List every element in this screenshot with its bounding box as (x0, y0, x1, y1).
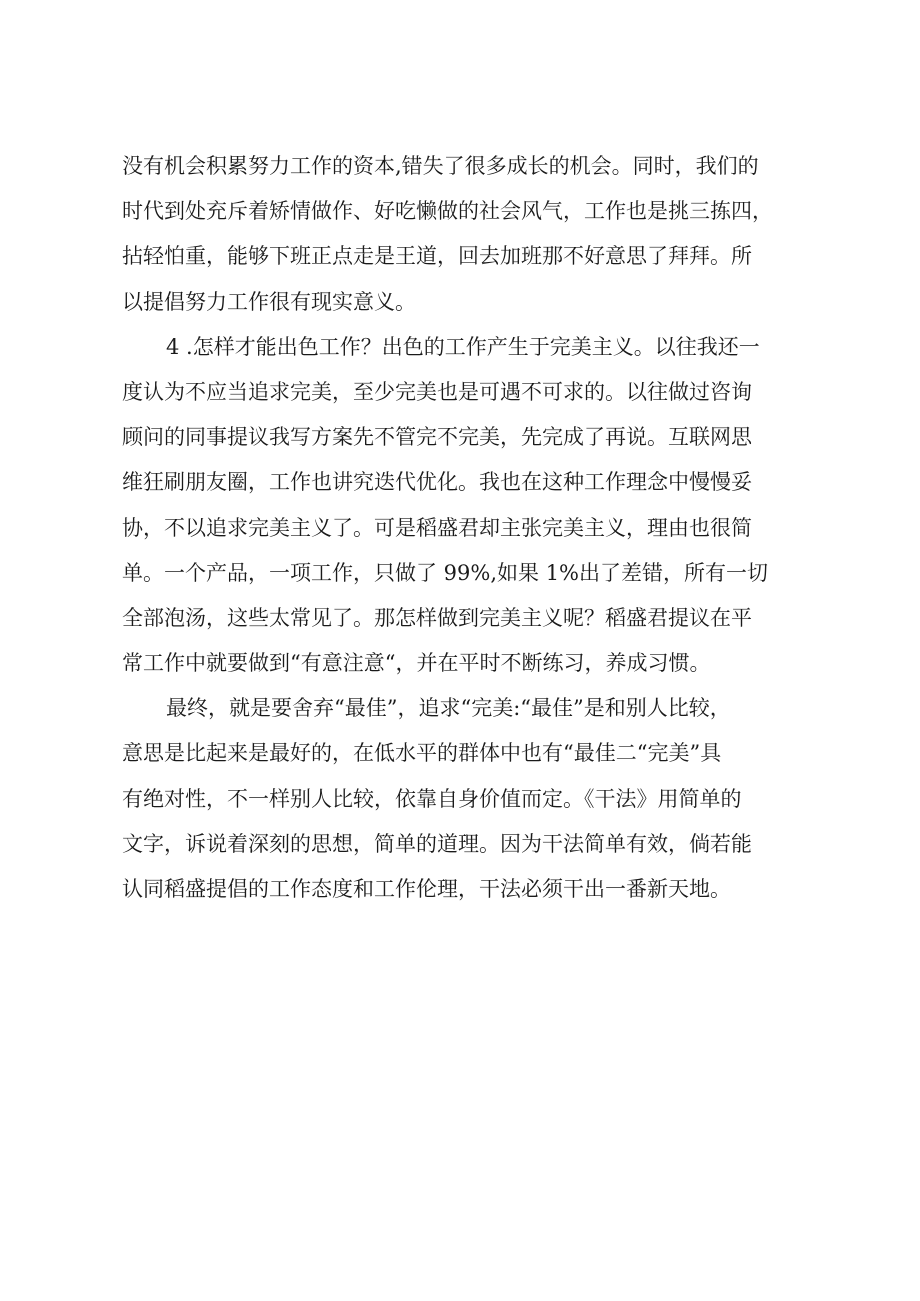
document-body (122, 144, 822, 912)
paragraph-line: 顾问的同事提议我写方案先不管完不完美，先完成了再说。互联网思 (122, 425, 752, 450)
paragraph-line: 度认为不应当追求完美，至少完美也是可遇不可求的。以往做过咨询 (122, 379, 752, 404)
paragraph-line: 拈轻怕重，能够下班正点走是王道，回去加班那不好意思了拜拜。所 (122, 244, 752, 269)
paragraph-line: 4 .怎样才能出色工作？出色的工作产生于完美主义。以往我还一 (166, 334, 760, 359)
paragraph-line: 意思是比起来是最好的，在低水平的群体中也有“最佳二“完美”具 (122, 741, 722, 766)
paragraph-line: 最终，就是要舍弃“最佳”，追求“完美:“最佳”是和别人比较， (166, 696, 731, 721)
paragraph-3 (122, 686, 822, 912)
paragraph-line: 认同稻盛提倡的工作态度和工作伦理，干法必须干出一番新天地。 (122, 877, 731, 901)
paragraph-line: 以提倡努力工作很有现实意义。 (122, 289, 416, 314)
paragraph-line: 有绝对性，不一样别人比较，依靠自身价值而定。《干法》用简单的 (122, 786, 742, 811)
paragraph-line: 文字，诉说着深刻的思想，简单的道理。因为干法简单有效，倘若能 (122, 831, 752, 856)
paragraph-line: 协，不以追求完美主义了。可是稻盛君却主张完美主义，理由也很简 (122, 515, 752, 540)
paragraph-line: 常工作中就要做到“有意注意“，并在平时不断练习，养成习惯。 (122, 651, 711, 676)
paragraph-line: 单。一个产品，一项工作，只做了 99%,如果 1%出了差错，所有一切 (122, 560, 769, 585)
paragraph-line: 维狂刷朋友圈，工作也讲究迭代优化。我也在这种工作理念中慢慢妥 (122, 470, 752, 495)
paragraph-line: 全部泡汤，这些太常见了。那怎样做到完美主义呢？稻盛君提议在平 (122, 605, 752, 630)
paragraph-2 (122, 325, 822, 687)
paragraph-line: 时代到处充斥着矫情做作、好吃懒做的社会风气，工作也是挑三拣四， (122, 199, 773, 224)
paragraph-line: 没有机会积累努力工作的资本,错失了很多成长的机会。同时，我们的 (122, 154, 759, 178)
paragraph-1 (122, 144, 822, 325)
